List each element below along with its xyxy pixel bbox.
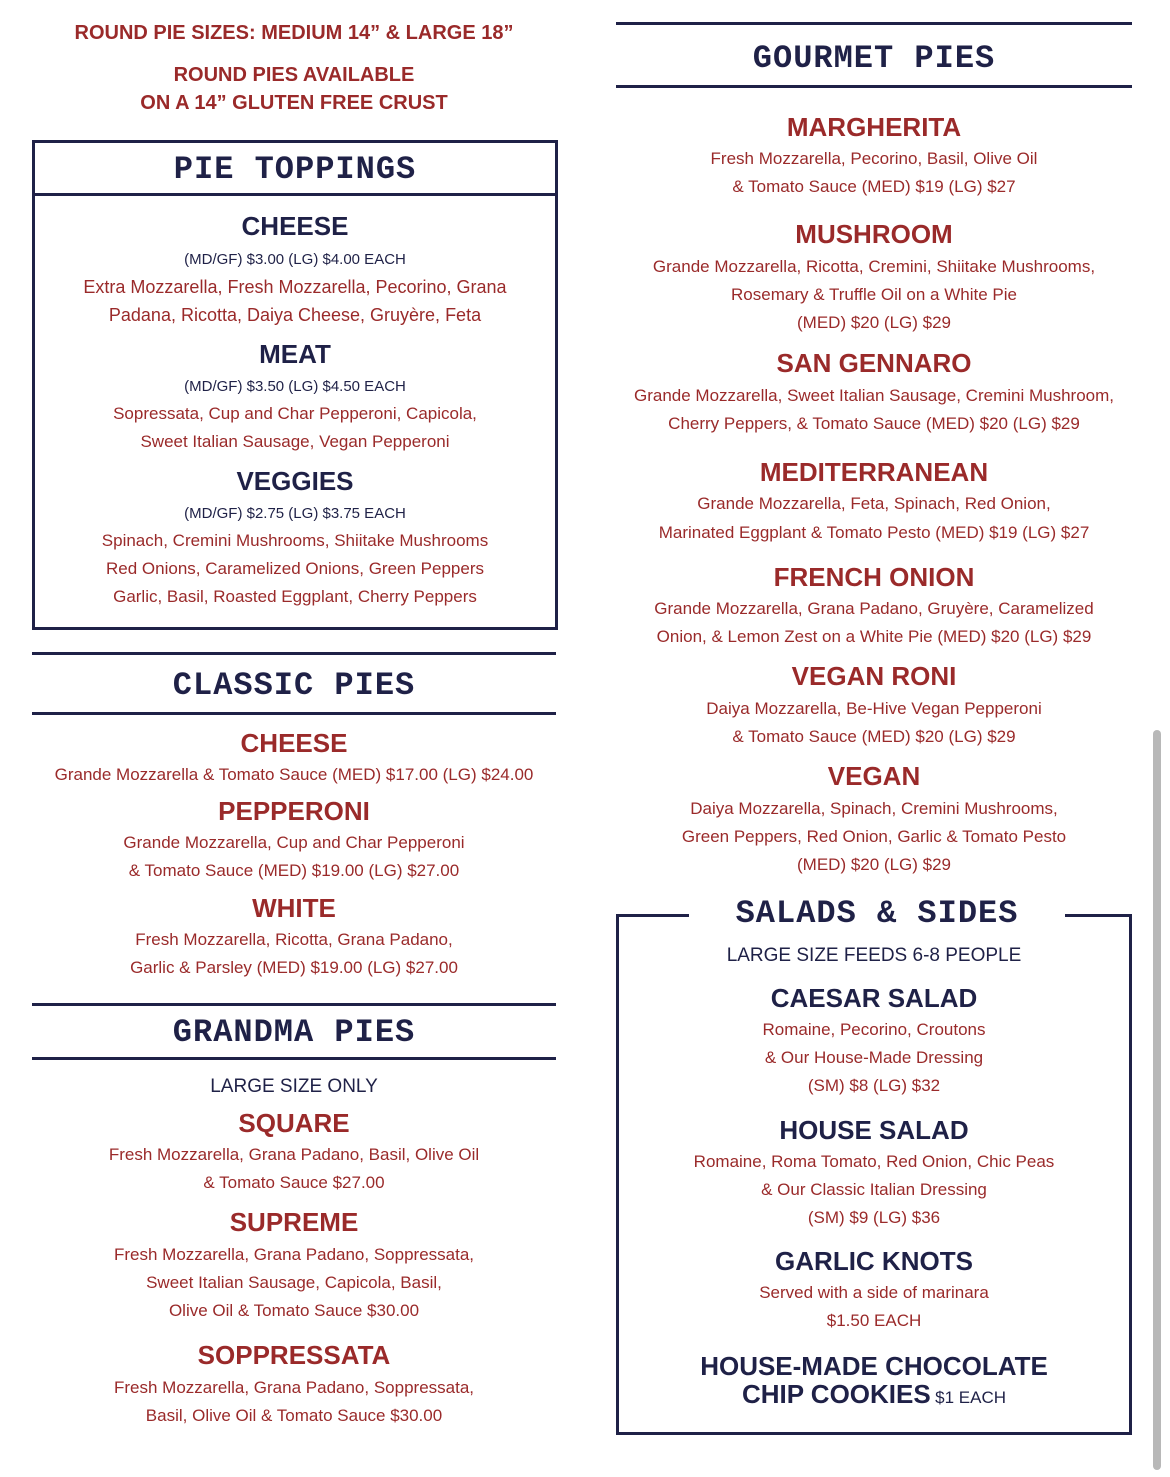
pie-toppings-title: PIE TOPPINGS <box>173 151 417 188</box>
grandma-soppressata-heading: SOPPRESSATA <box>197 1340 391 1370</box>
classic-pies-rule-bottom <box>32 712 556 715</box>
garlic-knots-heading: GARLIC KNOTS <box>775 1246 973 1276</box>
gourmet-pies-rule-bottom <box>616 85 1132 88</box>
salads-sides-title: SALADS & SIDES <box>689 895 1065 932</box>
salads-sides-box <box>616 895 1132 1435</box>
pie-toppings-title-bar <box>35 143 555 196</box>
house-salad-line1: Romaine, Roma Tomato, Red Onion, Chic Peas <box>693 1152 1055 1171</box>
grandma-pies-rule-bottom <box>32 1057 556 1060</box>
cookies-heading-line1: HOUSE-MADE CHOCOLATE <box>700 1351 1048 1381</box>
gourmet-mediterranean-line1: Grande Mozzarella, Feta, Spinach, Red Onion, <box>697 494 1051 513</box>
gourmet-pies-rule-top <box>616 22 1132 25</box>
caesar-salad-line1: Romaine, Pecorino, Croutons <box>762 1020 986 1039</box>
caesar-salad-heading: CAESAR SALAD <box>770 983 978 1013</box>
classic-pepperoni-line2: & Tomato Sauce (MED) $19.00 (LG) $27.00 <box>128 861 460 880</box>
classic-pepperoni-heading: PEPPERONI <box>218 796 370 826</box>
classic-white-line1: Fresh Mozzarella, Ricotta, Grana Padano, <box>135 930 453 949</box>
toppings-meat-line1: Sopressata, Cup and Char Pepperoni, Capicola, <box>113 404 477 423</box>
grandma-soppressata-line2: Basil, Olive Oil & Tomato Sauce $30.00 <box>145 1406 443 1425</box>
house-salad-line2: & Our Classic Italian Dressing <box>761 1180 987 1199</box>
classic-pepperoni-line1: Grande Mozzarella, Cup and Char Pepperoni <box>123 833 465 852</box>
caesar-salad-line3: (SM) $8 (LG) $32 <box>807 1076 941 1095</box>
classic-cheese-heading: CHEESE <box>240 728 348 758</box>
toppings-cheese-heading: CHEESE <box>241 211 349 241</box>
grandma-supreme-heading: SUPREME <box>229 1207 359 1237</box>
gourmet-vegan-line2: Green Peppers, Red Onion, Garlic & Tomato Pesto <box>681 827 1067 846</box>
toppings-meat-price: (MD/GF) $3.50 (LG) $4.50 EACH <box>184 378 406 395</box>
cookies-heading-line2-row <box>619 1379 1129 1410</box>
classic-white-heading: WHITE <box>252 893 336 923</box>
gourmet-vegan-roni-heading: VEGAN RONI <box>791 661 957 691</box>
toppings-meat-line2: Sweet Italian Sausage, Vegan Pepperoni <box>140 432 450 451</box>
gourmet-mushroom-line3: (MED) $20 (LG) $29 <box>797 313 951 332</box>
gluten-free-note-line2: ON A 14” GLUTEN FREE CRUST <box>140 92 448 114</box>
gourmet-vegan-roni-line1: Daiya Mozzarella, Be-Hive Vegan Pepperoni <box>706 699 1042 718</box>
grandma-supreme-line2: Sweet Italian Sausage, Capicola, Basil, <box>146 1273 442 1292</box>
grandma-square-line2: & Tomato Sauce $27.00 <box>203 1173 385 1192</box>
toppings-cheese-line1: Extra Mozzarella, Fresh Mozzarella, Pecorino, Grana <box>83 277 507 297</box>
grandma-soppressata-line1: Fresh Mozzarella, Grana Padano, Soppressata, <box>113 1378 475 1397</box>
caesar-salad-line2: & Our House-Made Dressing <box>764 1048 984 1067</box>
gourmet-vegan-line3: (MED) $20 (LG) $29 <box>797 855 951 874</box>
garlic-knots-price: $1.50 EACH <box>826 1311 922 1330</box>
classic-pies-rule-top <box>32 652 556 655</box>
garlic-knots-line1: Served with a side of marinara <box>759 1283 989 1302</box>
house-salad-line3: (SM) $9 (LG) $36 <box>807 1208 941 1227</box>
gourmet-french-onion-line2: Onion, & Lemon Zest on a White Pie (MED) $20 (LG) $29 <box>656 627 1092 646</box>
vertical-scrollbar[interactable] <box>1153 730 1161 1470</box>
gourmet-mediterranean-heading: MEDITERRANEAN <box>759 457 989 487</box>
gourmet-mushroom-line1: Grande Mozzarella, Ricotta, Cremini, Shiitake Mushrooms, <box>652 257 1096 276</box>
gourmet-pies-title: GOURMET PIES <box>752 40 996 77</box>
pie-toppings-box <box>32 140 558 630</box>
gourmet-mushroom-line2: Rosemary & Truffle Oil on a White Pie <box>731 285 1017 304</box>
toppings-meat-heading: MEAT <box>259 339 331 369</box>
gourmet-vegan-heading: VEGAN <box>827 761 921 791</box>
gourmet-vegan-line1: Daiya Mozzarella, Spinach, Cremini Mushrooms, <box>690 799 1058 818</box>
toppings-veggies-heading: VEGGIES <box>236 466 354 496</box>
grandma-pies-title: GRANDMA PIES <box>172 1014 416 1051</box>
grandma-size-note: LARGE SIZE ONLY <box>210 1076 378 1097</box>
cookies-heading-line2: CHIP COOKIES <box>741 1379 931 1409</box>
toppings-cheese-line2: Padana, Ricotta, Daiya Cheese, Gruyère, Feta <box>108 305 482 325</box>
gourmet-san-gennaro-heading: SAN GENNARO <box>776 348 972 378</box>
gourmet-french-onion-heading: FRENCH ONION <box>773 562 975 592</box>
gourmet-mediterranean-line2: Marinated Eggplant & Tomato Pesto (MED) $19 (LG) $27 <box>658 523 1090 542</box>
gluten-free-note-line1: ROUND PIES AVAILABLE <box>173 64 415 86</box>
gourmet-margherita-line1: Fresh Mozzarella, Pecorino, Basil, Olive Oil <box>710 149 1038 168</box>
grandma-supreme-line1: Fresh Mozzarella, Grana Padano, Soppressata, <box>113 1245 475 1264</box>
gourmet-san-gennaro-line2: Cherry Peppers, & Tomato Sauce (MED) $20 (LG) $29 <box>668 414 1080 433</box>
gourmet-vegan-roni-line2: & Tomato Sauce (MED) $20 (LG) $29 <box>732 727 1016 746</box>
salads-size-note: LARGE SIZE FEEDS 6-8 PEOPLE <box>726 945 1022 966</box>
toppings-veggies-price: (MD/GF) $2.75 (LG) $3.75 EACH <box>184 505 406 522</box>
gourmet-margherita-heading: MARGHERITA <box>786 112 962 142</box>
house-salad-heading: HOUSE SALAD <box>779 1115 969 1145</box>
classic-pies-title: CLASSIC PIES <box>172 667 416 704</box>
pie-sizes-note: ROUND PIE SIZES: MEDIUM 14” & LARGE 18” <box>74 22 514 44</box>
classic-cheese-line1: Grande Mozzarella & Tomato Sauce (MED) $17.00 (LG) $24.00 <box>54 765 534 784</box>
toppings-veggies-line1: Spinach, Cremini Mushrooms, Shiitake Mushrooms <box>101 531 489 550</box>
gourmet-margherita-line2: & Tomato Sauce (MED) $19 (LG) $27 <box>732 177 1016 196</box>
gourmet-san-gennaro-line1: Grande Mozzarella, Sweet Italian Sausage, Cremini Mushroom, <box>634 386 1114 405</box>
gourmet-french-onion-line1: Grande Mozzarella, Grana Padano, Gruyère, Caramelized <box>654 599 1094 618</box>
gourmet-mushroom-heading: MUSHROOM <box>795 219 953 249</box>
grandma-square-heading: SQUARE <box>238 1108 350 1138</box>
toppings-veggies-line3: Garlic, Basil, Roasted Eggplant, Cherry Peppers <box>113 587 477 606</box>
grandma-pies-rule-top <box>32 1003 556 1006</box>
cookies-price: $1 EACH <box>935 1388 1007 1407</box>
toppings-veggies-line2: Red Onions, Caramelized Onions, Green Peppers <box>106 559 484 578</box>
grandma-square-line1: Fresh Mozzarella, Grana Padano, Basil, Olive Oil <box>108 1145 480 1164</box>
classic-white-line2: Garlic & Parsley (MED) $19.00 (LG) $27.00 <box>130 958 458 977</box>
toppings-cheese-price: (MD/GF) $3.00 (LG) $4.00 EACH <box>184 251 406 268</box>
grandma-supreme-line3: Olive Oil & Tomato Sauce $30.00 <box>168 1301 420 1320</box>
